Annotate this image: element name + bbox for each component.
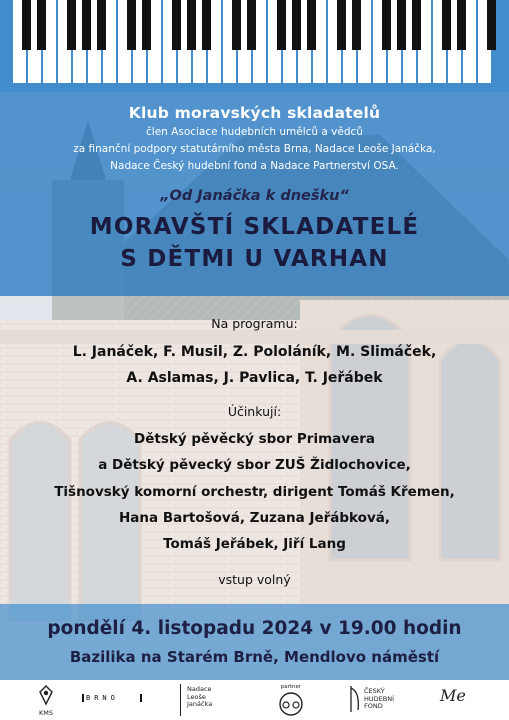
piano-keys-decoration [0,0,509,92]
composers-line-2: A. Aslamas, J. Pavlica, T. Jeřábek [126,370,383,386]
performers-line-3: Tišnovský komorní orchestr, dirigent Tomáš Křemen, [54,484,455,500]
subtitle-line-3: Nadace Český hudební fond a Nadace Partnerství OSA. [110,160,399,172]
performers-line-1: Dětský pěvěcký sbor Primavera [134,431,375,447]
program-pale-overlay [0,296,509,604]
event-title-line-2: S DĚTMI U VARHAN [120,246,389,272]
partner-logo-text: partner [280,684,302,690]
performers-label: Účinkují: [227,404,282,419]
subtitle-line-1: člen Asociace hudebních umělců a vědců [146,126,363,138]
fond-logo-line-1: ČESKÝ [364,687,385,695]
me-logo-text: Me [440,686,466,705]
nadace-logo-line-1: Nadace [187,685,212,693]
partnerstvi-osa-logo [270,684,312,716]
kms-logo [30,684,62,716]
subtitle-line-2: za finanční podpory statutárního města Brna, Nadace Leoše Janáčka, [73,143,436,155]
kms-logo-text: KMS [39,709,53,717]
event-venue: Bazilika na Starém Brně, Mendlovo náměstí [69,648,440,666]
nadace-logo-line-2: Leoše [187,692,206,701]
performers-line-4: Hana Bartošová, Zuzana Jeřábková, [119,510,390,526]
brno-logo [82,684,142,716]
fond-logo-line-2: HUDEBNÍ [364,694,394,703]
composers-line-1: L. Janáček, F. Musil, Z. Pololáník, M. Slimáček, [72,344,437,360]
event-title-line-1: MORAVŠTÍ SKLADATELÉ [89,214,420,240]
cesky-hudebni-fond-logo [348,684,408,716]
nadace-leose-janacka-logo [180,684,242,716]
date-blue-band [0,604,509,680]
me-logo [440,684,480,716]
sponsor-logo-bar [0,680,509,720]
event-date: pondělí 4. listopadu 2024 v 19.00 hodin [47,618,462,639]
fond-harp-icon [348,684,362,714]
performers-line-5: Tomáš Jeřábek, Jiří Lang [163,536,346,552]
program-label: Na programu: [211,316,298,331]
kms-emblem-icon [30,684,62,706]
series-title: „Od Janáčka k dnešku“ [160,188,349,204]
fond-logo-line-3: FOND [364,702,383,710]
entry-note: vstup volný [218,572,291,587]
club-name: Klub moravských skladatelů [128,104,381,122]
nadace-logo-line-3: Janáčka [187,700,213,708]
performers-line-2: a Dětský pěvecký sbor ZUŠ Židlochovice, [98,457,411,473]
partner-headphones-icon [270,692,312,716]
brno-logo-text: BRNO [82,694,142,702]
